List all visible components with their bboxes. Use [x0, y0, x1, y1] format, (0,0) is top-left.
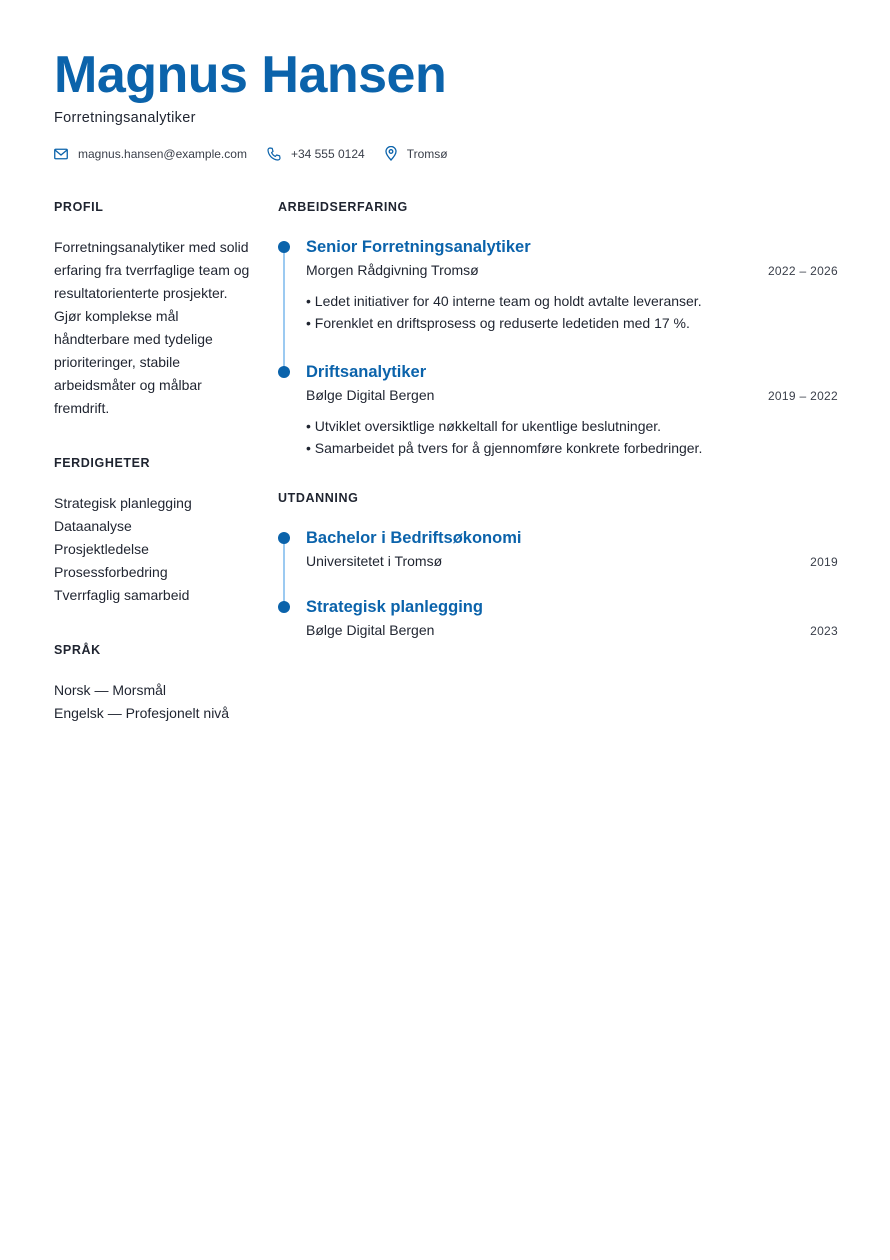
location-pin-icon: [385, 146, 397, 161]
timeline-dot: [278, 601, 290, 613]
degree-title: Bachelor i Bedriftsøkonomi: [306, 529, 522, 547]
skill-item: Dataanalyse: [54, 518, 132, 534]
graduation-year: 2023: [810, 624, 838, 638]
achievement-list: [306, 415, 838, 459]
profile-section: [54, 200, 254, 420]
education-section: [278, 491, 838, 638]
experience-title: ARBEIDSERFARING: [278, 200, 408, 214]
timeline-dot: [278, 532, 290, 544]
experience-timeline: [278, 236, 838, 459]
experience-section: [278, 200, 838, 459]
achievement-item: • Forenklet en driftsprosess og reduserte ledetiden med 17 %.: [306, 312, 838, 334]
contact-phone[interactable]: [267, 147, 365, 161]
profile-title: PROFIL: [54, 200, 104, 214]
phone-icon: [267, 147, 281, 161]
experience-entry: [278, 361, 838, 459]
profile-text: Forretningsanalytiker med solid erfaring fra tverrfaglige team og resultatorienterte prosjekter. Gjør komplekse mål håndterbare med tydelige prioriteringer, stabile arbeidsmåter og målbar fremdrift.: [54, 239, 250, 416]
education-timeline: [278, 527, 838, 638]
institution: Universitetet i Tromsø: [306, 553, 443, 569]
skill-item: Tverrfaglig samarbeid: [54, 587, 190, 603]
contact-bar: [54, 146, 468, 161]
mail-icon: [54, 148, 68, 160]
employer: Bølge Digital Bergen: [306, 387, 435, 403]
education-title: UTDANNING: [278, 491, 359, 505]
email-text: magnus.hansen@example.com: [78, 146, 247, 161]
graduation-year: 2019: [810, 555, 838, 569]
achievement-item: • Utviklet oversiktlige nøkkeltall for ukentlige beslutninger.: [306, 415, 838, 437]
role-subtitle: Forretningsanalytiker: [54, 110, 196, 126]
timeline-dot: [278, 366, 290, 378]
phone-text: +34 555 0124: [290, 146, 365, 161]
achievement-item: • Samarbeidet på tvers for å gjennomføre konkrete forbedringer.: [306, 437, 838, 459]
education-entry: [278, 527, 838, 569]
education-entry: [278, 596, 838, 638]
job-title: Senior Forretningsanalytiker: [306, 238, 531, 256]
job-title: Driftsanalytiker: [306, 363, 427, 381]
degree-title: Strategisk planlegging: [306, 598, 483, 616]
contact-location: [385, 146, 448, 161]
employer: Morgen Rådgivning Tromsø: [306, 262, 479, 278]
achievement-item: • Ledet initiativer for 40 interne team og holdt avtalte leveranser.: [306, 290, 838, 312]
date-range: 2019 – 2022: [767, 389, 838, 403]
language-item: Norsk — Morsmål: [54, 682, 167, 698]
skill-item: Strategisk planlegging: [54, 495, 192, 511]
language-item: Engelsk — Profesjonelt nivå: [54, 705, 230, 721]
institution: Bølge Digital Bergen: [306, 622, 435, 638]
timeline-dot: [278, 241, 290, 253]
achievement-list: [306, 290, 838, 334]
languages-title: SPRÅK: [54, 643, 101, 657]
contact-email[interactable]: [54, 147, 247, 161]
skills-section: [54, 456, 254, 607]
skill-item: Prosessforbedring: [54, 564, 168, 580]
location-text: Tromsø: [406, 146, 448, 161]
sidebar: [54, 200, 254, 725]
experience-entry: [278, 236, 838, 334]
skill-item: Prosjektledelse: [54, 541, 149, 557]
languages-section: [54, 643, 254, 725]
skills-title: FERDIGHETER: [54, 456, 151, 470]
main-column: [278, 200, 838, 638]
name-heading: Magnus Hansen: [54, 46, 447, 104]
date-range: 2022 – 2026: [767, 264, 838, 278]
